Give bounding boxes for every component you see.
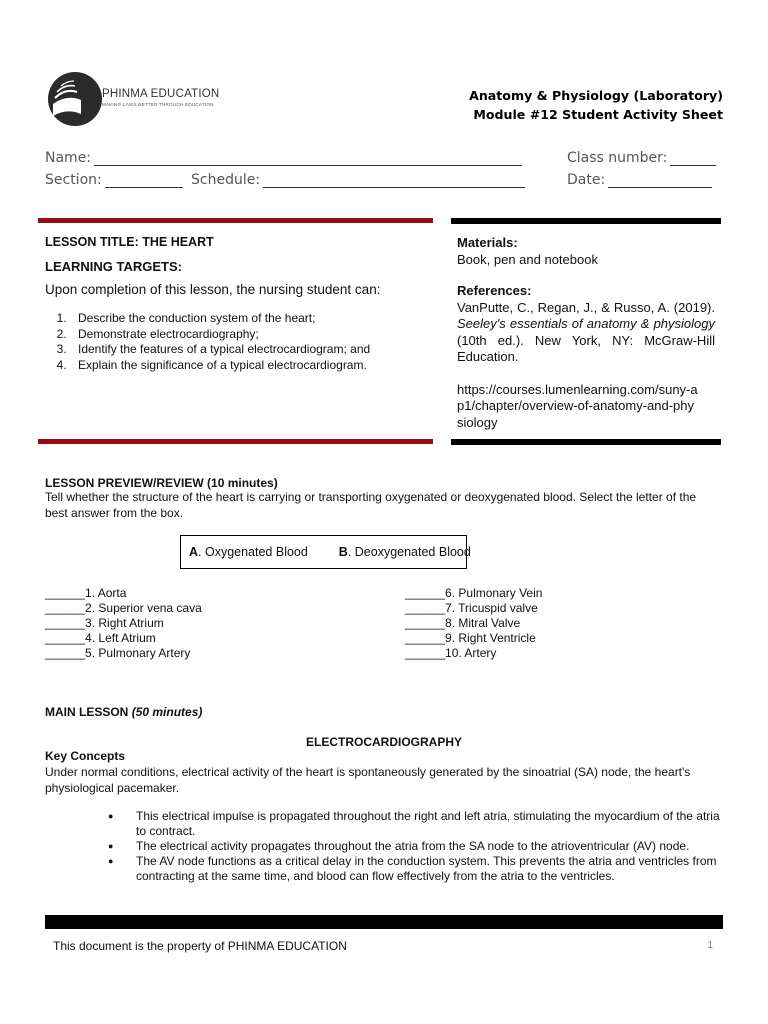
review-item[interactable] xyxy=(45,631,202,646)
review-item[interactable] xyxy=(405,616,542,631)
target-item: 4. Explain the significance of a typical electrocardiogram. xyxy=(70,358,425,374)
key-concepts-paragraph: Under normal conditions, electrical activity of the heart is spontaneously generated by the sinoatrial (SA) node, the heart's physiological pacemaker. xyxy=(45,765,691,795)
item-label: 5. Pulmonary Artery xyxy=(85,646,191,660)
review-item[interactable] xyxy=(45,586,202,601)
learning-targets-heading: LEARNING TARGETS: xyxy=(45,259,182,274)
schedule-field[interactable] xyxy=(191,172,525,188)
targets-intro: Upon completion of this lesson, the nursing student can: xyxy=(45,282,381,297)
item-label: 10. Artery xyxy=(445,646,497,660)
item-label: 4. Left Atrium xyxy=(85,631,156,645)
course-title: Anatomy & Physiology (Laboratory) xyxy=(469,88,723,103)
item-label: 9. Right Ventricle xyxy=(445,631,536,645)
answer-options-box xyxy=(180,535,471,569)
section-field[interactable] xyxy=(45,172,183,188)
class-number-label: Class number: xyxy=(567,150,668,166)
materials-section xyxy=(457,235,715,268)
main-lesson-title: MAIN LESSON xyxy=(45,705,129,719)
section-title: ELECTROCARDIOGRAPHY xyxy=(305,735,462,749)
review-item[interactable] xyxy=(405,601,542,616)
main-lesson-duration: (50 minutes) xyxy=(131,705,203,719)
page-number: 1 xyxy=(707,940,713,951)
answer-blank[interactable]: ______ xyxy=(405,616,446,630)
name-field[interactable] xyxy=(45,150,522,166)
item-label: 8. Mitral Valve xyxy=(445,616,521,630)
materials-text: Book, pen and notebook xyxy=(457,251,598,267)
citation-book-title: Seeley's essentials of anatomy & physiology xyxy=(457,316,715,331)
item-label: 2. Superior vena cava xyxy=(85,601,202,615)
option-a-text: . Oxygenated Blood xyxy=(198,545,308,559)
answer-blank[interactable]: ______ xyxy=(405,586,446,600)
footer-text: This document is the property of PHINMA EDUCATION xyxy=(53,939,347,953)
class-number-blank[interactable] xyxy=(670,151,716,166)
learning-targets-list xyxy=(45,311,425,373)
item-label: 7. Tricuspid valve xyxy=(445,601,538,615)
top-right-divider xyxy=(451,218,721,224)
answer-blank[interactable]: ______ xyxy=(405,631,446,645)
top-left-divider xyxy=(38,218,433,223)
class-number-field[interactable] xyxy=(567,150,716,166)
answer-blank[interactable]: ______ xyxy=(405,646,446,660)
citation-publisher: (10th ed.). New York, NY: McGraw-Hill Education. xyxy=(457,332,715,364)
schedule-blank[interactable] xyxy=(263,173,525,188)
review-instructions: Tell whether the structure of the heart is carrying or transporting oxygenated or deoxygenated blood. Select the letter of the best answer from the box. xyxy=(45,490,697,520)
lesson-title: LESSON TITLE: THE HEART xyxy=(45,235,214,249)
date-field[interactable] xyxy=(567,172,712,188)
logo-text xyxy=(102,88,219,107)
key-concepts-bullets xyxy=(108,809,723,884)
url-line[interactable]: siology xyxy=(457,414,498,430)
review-item[interactable] xyxy=(405,646,542,661)
mid-left-divider xyxy=(38,439,433,444)
schedule-label: Schedule: xyxy=(191,172,261,188)
materials-heading: Materials: xyxy=(457,235,518,250)
option-b-letter: B xyxy=(338,545,348,559)
target-item: 3. Identify the features of a typical electrocardiogram; and xyxy=(70,342,425,358)
item-label: 6. Pulmonary Vein xyxy=(445,586,543,600)
mid-right-divider xyxy=(451,439,721,445)
item-label: 1. Aorta xyxy=(85,586,127,600)
target-item: 2. Demonstrate electrocardiography; xyxy=(70,327,425,343)
citation-authors: VanPutte, C., Regan, J., & Russo, A. (2019). xyxy=(457,299,715,315)
bullet-item: ● The AV node functions as a critical delay in the conduction system. This prevents the atria and ventricles from contracting at the same time, and blood can flow effectively from the atria to the ventricles. xyxy=(108,854,723,884)
references-section xyxy=(457,283,715,431)
answer-blank[interactable]: ______ xyxy=(45,586,86,600)
option-a-letter: A xyxy=(189,545,199,559)
item-label: 3. Right Atrium xyxy=(85,616,164,630)
review-heading: LESSON PREVIEW/REVIEW (10 minutes) xyxy=(45,476,278,490)
name-label: Name: xyxy=(45,150,92,166)
answer-blank[interactable]: ______ xyxy=(45,601,86,615)
date-blank[interactable] xyxy=(608,173,712,188)
document-title xyxy=(469,86,723,124)
review-items-right xyxy=(405,586,542,661)
review-item[interactable] xyxy=(405,631,542,646)
review-item[interactable] xyxy=(45,616,202,631)
reference-citation xyxy=(457,300,715,366)
footer-bar xyxy=(45,915,723,929)
main-lesson-heading xyxy=(45,705,202,721)
date-label: Date: xyxy=(567,172,606,188)
review-item[interactable] xyxy=(405,586,542,601)
url-line[interactable]: https://courses.lumenlearning.com/suny-a xyxy=(457,381,698,397)
review-item[interactable] xyxy=(45,646,202,661)
name-blank[interactable] xyxy=(94,151,522,166)
section-blank[interactable] xyxy=(105,173,183,188)
target-item: 1. Describe the conduction system of the heart; xyxy=(70,311,425,327)
section-label: Section: xyxy=(45,172,102,188)
answer-blank[interactable]: ______ xyxy=(45,646,86,660)
review-items-left xyxy=(45,586,202,661)
bullet-item: ● The electrical activity propagates throughout the atria from the SA node to the atrioventricular (AV) node. xyxy=(108,839,723,854)
key-concepts-heading: Key Concepts xyxy=(45,749,126,763)
module-title: Module #12 Student Activity Sheet xyxy=(473,107,723,122)
answer-blank[interactable]: ______ xyxy=(405,601,446,615)
option-b-text: . Deoxygenated Blood xyxy=(347,545,471,559)
brand-name: PHINMA EDUCATION xyxy=(102,88,220,100)
bullet-item: ● This electrical impulse is propagated throughout the right and left atria, stimulating the myocardium of the atria to contract. xyxy=(108,809,723,839)
brand-tagline: MAKING LIVES BETTER THROUGH EDUCATION xyxy=(102,102,214,107)
references-heading: References: xyxy=(457,283,532,298)
phinma-emblem-icon xyxy=(47,70,107,128)
review-item[interactable] xyxy=(45,601,202,616)
url-line[interactable]: p1/chapter/overview-of-anatomy-and-phy xyxy=(457,398,695,413)
answer-blank[interactable]: ______ xyxy=(45,631,86,645)
reference-url[interactable] xyxy=(457,382,715,432)
answer-blank[interactable]: ______ xyxy=(45,616,86,630)
